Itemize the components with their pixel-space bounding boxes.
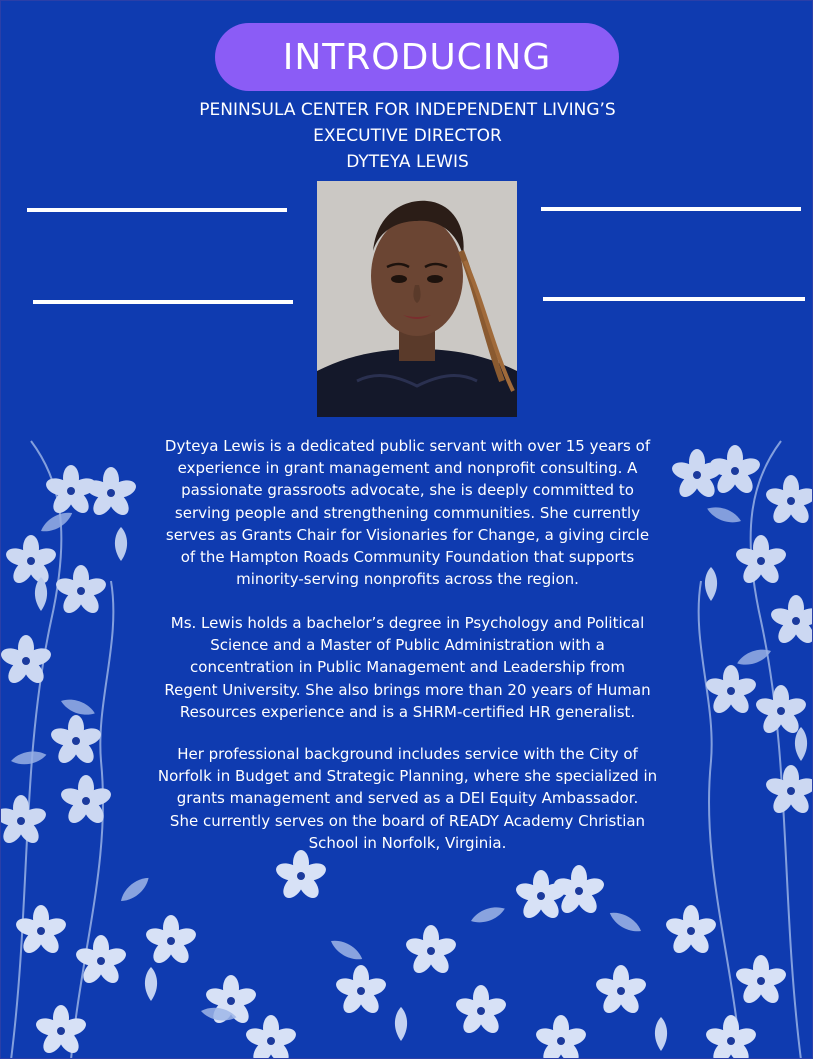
divider-right-top: [541, 207, 801, 211]
introducing-label: INTRODUCING: [282, 36, 552, 78]
bio-p2-line: Ms. Lewis holds a bachelor’s degree in Psychology and Political: [170, 614, 645, 632]
bio-p1-line: serving people and strengthening communities. She currently: [174, 503, 641, 522]
bio-p3-line: School in Norfolk, Virginia.: [308, 833, 507, 852]
bio-p2-line: concentration in Public Management and Leadership from: [190, 658, 625, 677]
left-vine: [1, 441, 138, 1059]
bio-p1-line: of the Hampton Roads Community Foundation that supports: [180, 548, 635, 567]
bio-p1-line: Dyteya Lewis is a dedicated public servant with over 15 years of: [164, 437, 651, 455]
introducing-pill: [215, 23, 619, 91]
bio-p2-line: Resources experience and is a SHRM-certified HR generalist.: [179, 702, 636, 721]
person-name: DYTEYA LEWIS: [346, 152, 469, 172]
bio-p3-line: Her professional background includes service with the City of: [177, 745, 638, 763]
bio-p1-line: serves as Grants Chair for Visionaries for Change, a giving circle: [165, 525, 650, 544]
bio-paragraph-3: [121, 743, 694, 854]
role-title: EXECUTIVE DIRECTOR: [313, 126, 502, 146]
bio-p2-line: Regent University. She also brings more than 20 years of Human: [164, 680, 651, 699]
bio-p3-line: Norfolk in Budget and Strategic Planning, where she specialized in: [157, 767, 658, 786]
bio-p3-line: She currently serves on the board of READY Academy Christian: [169, 811, 646, 830]
portrait-photo: [317, 181, 517, 417]
portrait-illustration: [317, 181, 517, 417]
organization-title: PENINSULA CENTER FOR INDEPENDENT LIVING’S: [199, 100, 616, 120]
divider-right-bottom: [543, 297, 805, 301]
bio-paragraph-1: [121, 435, 694, 590]
bio-paragraph-2: [121, 612, 694, 723]
bio-p1-line: passionate grassroots advocate, she is deeply committed to: [181, 481, 634, 500]
bottom-flowers: [14, 850, 788, 1059]
divider-left-bottom: [33, 300, 293, 304]
bio-p3-line: grants management and served as a DEI Equity Ambassador.: [176, 789, 639, 808]
bio-p1-line: experience in grant management and nonprofit consulting. A: [177, 459, 638, 478]
bio-p2-line: Science and a Master of Public Administration with a: [210, 636, 605, 655]
divider-left-top: [27, 208, 287, 212]
bio-p1-line: minority-serving nonprofits across the region.: [236, 570, 579, 589]
heading-block: [101, 97, 714, 175]
